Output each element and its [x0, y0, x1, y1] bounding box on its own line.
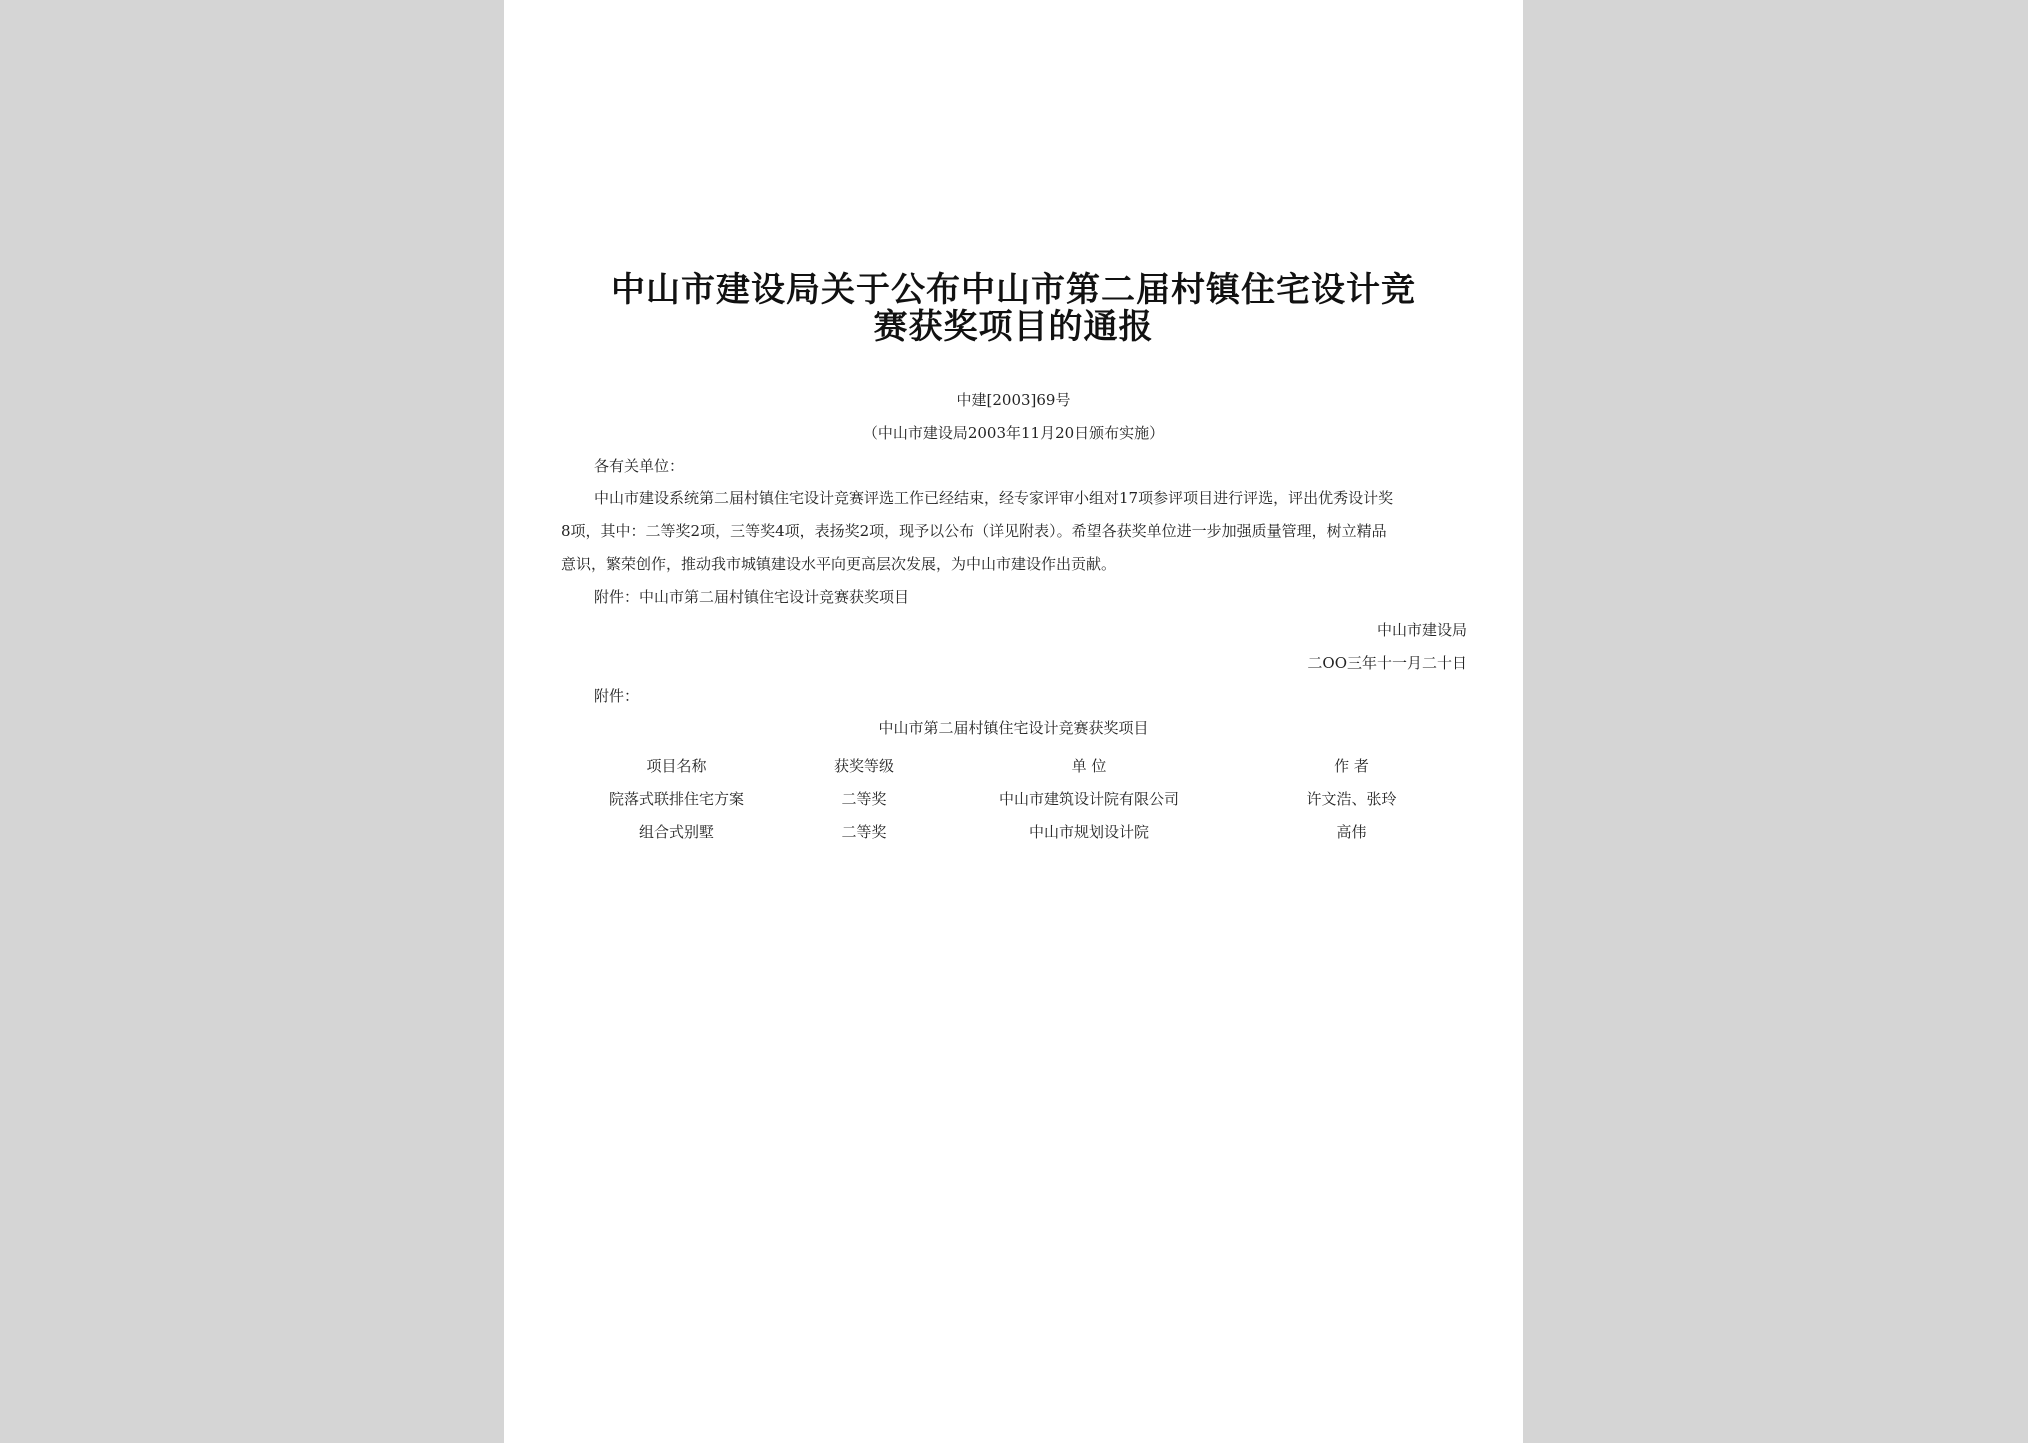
document-page: [504, 0, 1523, 1443]
table-row: [564, 815, 1464, 848]
table-row: [564, 782, 1464, 815]
header-award-level: 获奖等级: [833, 757, 894, 775]
cell-unit: 中山市建筑设计院有限公司: [998, 790, 1179, 808]
header-unit: 单 位: [1071, 757, 1107, 775]
cell-project-name: 院落式联排住宅方案: [608, 790, 744, 808]
attachment-reference: 附件：中山市第二届村镇住宅设计竞赛获奖项目: [594, 588, 910, 606]
document-number: 中建[2003]69号: [956, 391, 1071, 409]
body-line-3: 意识，繁荣创作，推动我市城镇建设水平向更高层次发展，为中山市建设作出贡献。: [561, 555, 1117, 573]
cell-unit: 中山市规划设计院: [1028, 823, 1149, 841]
attachment-label: 附件：: [594, 687, 640, 705]
body-line-1: 中山市建设系统第二届村镇住宅设计竞赛评选工作已经结束，经专家评审小组对17项参评项目进行评选，评出优秀设计奖: [594, 489, 1394, 507]
header-author: 作 者: [1334, 757, 1369, 775]
cell-award-level: 二等奖: [841, 823, 887, 841]
table-title: 中山市第二届村镇住宅设计竞赛获奖项目: [878, 719, 1149, 737]
issue-note: （中山市建设局2003年11月20日颁布实施）: [862, 424, 1165, 442]
awards-table: [564, 749, 1464, 848]
signatory: 中山市建设局: [1376, 621, 1467, 639]
document-title-line-2: 赛获奖项目的通报: [873, 307, 1154, 347]
salutation: 各有关单位：: [594, 457, 685, 475]
cell-author: 高伟: [1336, 823, 1367, 841]
body-line-2: 8项，其中：二等奖2项，三等奖4项，表扬奖2项，现予以公布（详见附表）。希望各获奖单位进一步加强质量管理，树立精品: [561, 522, 1387, 540]
header-project-name: 项目名称: [646, 757, 707, 775]
document-title-line-1: 中山市建设局关于公布中山市第二届村镇住宅设计竞: [611, 270, 1416, 310]
sign-date: 二OO三年十一月二十日: [1307, 654, 1467, 672]
cell-award-level: 二等奖: [841, 790, 887, 808]
cell-author: 许文浩、张玲: [1306, 790, 1397, 808]
table-header-row: [564, 749, 1464, 782]
cell-project-name: 组合式别墅: [638, 823, 714, 841]
